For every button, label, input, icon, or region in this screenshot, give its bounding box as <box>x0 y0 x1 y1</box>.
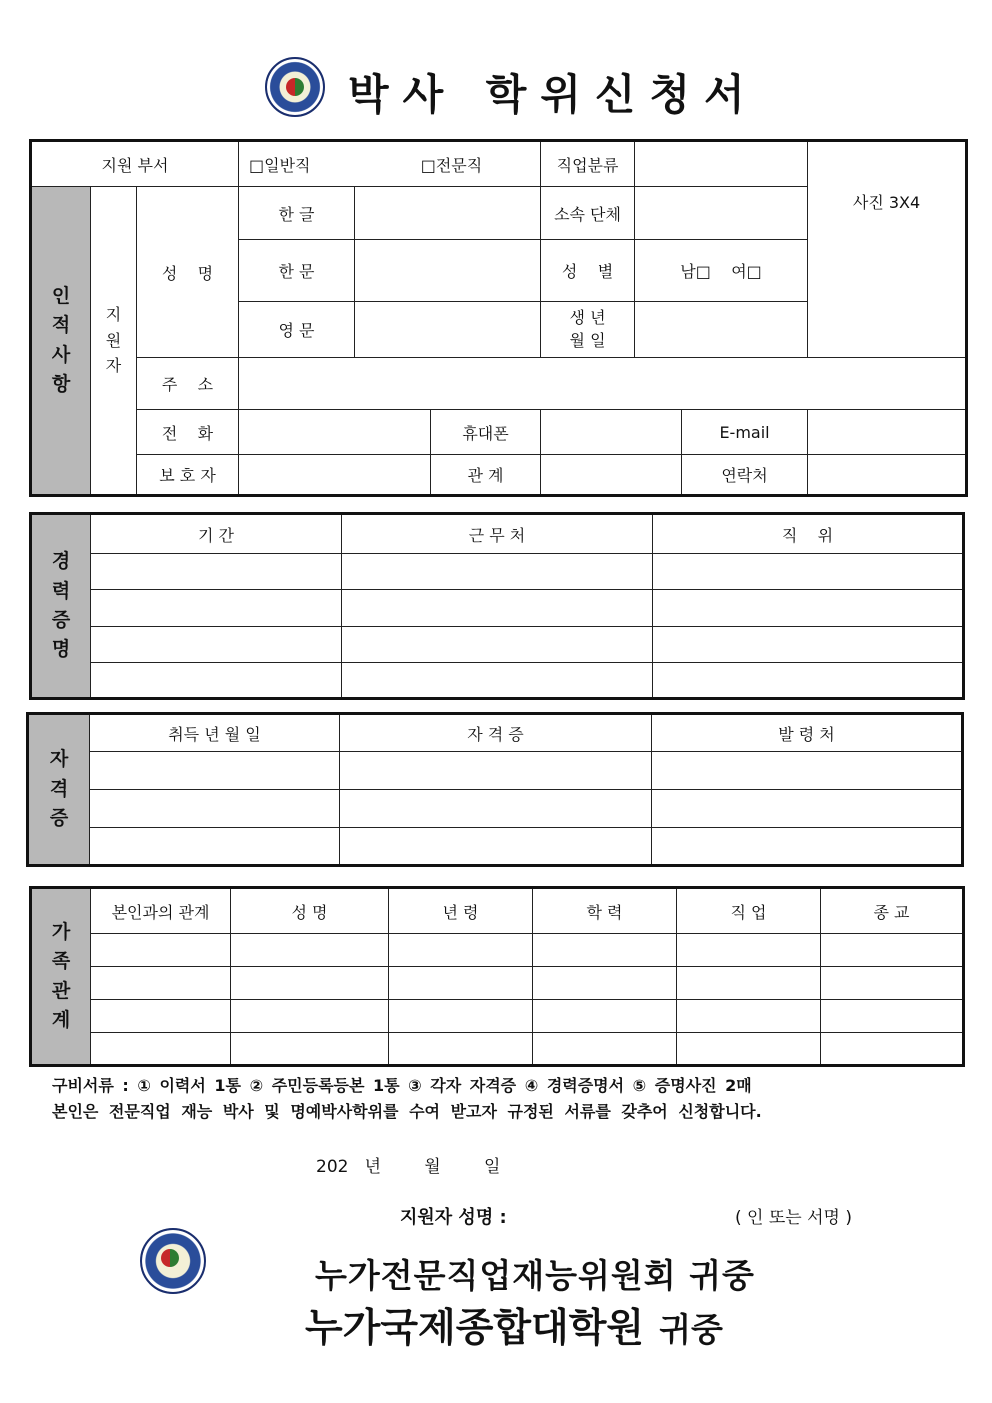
career-cell[interactable] <box>342 590 653 626</box>
table-row <box>28 752 963 790</box>
birth-field[interactable] <box>635 302 808 358</box>
hanmun-name-field[interactable] <box>355 240 541 302</box>
gender-options[interactable]: 남□ 여□ <box>635 240 808 302</box>
family-cell[interactable] <box>389 1033 533 1066</box>
section-family-label: 가 족 관 계 <box>31 888 91 1066</box>
guardian-field[interactable] <box>239 455 431 496</box>
applicant-sign-label: 지원자 성명 : <box>400 1207 507 1228</box>
family-cell[interactable] <box>389 1000 533 1033</box>
family-header-job: 직 업 <box>677 888 821 934</box>
mobile-label: 휴대폰 <box>431 410 541 455</box>
career-cell[interactable] <box>342 662 653 698</box>
phone-field[interactable] <box>239 410 431 455</box>
address-label: 주 소 <box>137 358 239 410</box>
family-cell[interactable] <box>91 967 231 1000</box>
addressee-committee: 누가전문직업재능위원회 귀중 <box>315 1256 755 1295</box>
family-cell[interactable] <box>821 1033 964 1066</box>
table-row <box>31 934 964 967</box>
job-class-label: 직업분류 <box>541 141 635 187</box>
mobile-field[interactable] <box>541 410 682 455</box>
license-cell[interactable] <box>340 790 652 828</box>
addressee-graduate-school: 누가국제종합대학원 <box>305 1305 645 1351</box>
affiliation-field[interactable] <box>635 187 808 240</box>
relation-label: 관 계 <box>431 455 541 496</box>
phone-label: 전 화 <box>137 410 239 455</box>
family-cell[interactable] <box>389 934 533 967</box>
family-header-name: 성 명 <box>231 888 389 934</box>
table-row <box>31 1000 964 1033</box>
contact-field[interactable] <box>808 455 967 496</box>
career-cell[interactable] <box>91 662 342 698</box>
university-seal-icon-bottom <box>140 1228 206 1294</box>
section-license-label: 자 격 증 <box>28 714 90 866</box>
family-cell[interactable] <box>231 1000 389 1033</box>
career-header-position: 직 위 <box>653 514 964 554</box>
family-cell[interactable] <box>677 1033 821 1066</box>
english-label: 영 문 <box>239 302 355 358</box>
english-name-field[interactable] <box>355 302 541 358</box>
photo-label: 사진 3X4 <box>852 193 921 212</box>
career-cell[interactable] <box>91 626 342 662</box>
license-cell[interactable] <box>652 828 963 866</box>
career-cell[interactable] <box>653 590 964 626</box>
family-cell[interactable] <box>533 1000 677 1033</box>
table-row <box>28 828 963 866</box>
career-cell[interactable] <box>342 626 653 662</box>
option-general-checkbox[interactable]: □일반직 <box>249 155 311 175</box>
license-header-issuer: 발 령 처 <box>652 714 963 752</box>
license-cell[interactable] <box>90 752 340 790</box>
contact-label: 연락처 <box>682 455 808 496</box>
table-row <box>28 790 963 828</box>
affiliation-label: 소속 단체 <box>541 187 635 240</box>
family-cell[interactable] <box>821 1000 964 1033</box>
family-cell[interactable] <box>821 934 964 967</box>
career-cell[interactable] <box>91 590 342 626</box>
license-cell[interactable] <box>652 790 963 828</box>
email-field[interactable] <box>808 410 967 455</box>
career-table <box>29 512 965 700</box>
seal-note: ( 인 또는 서명 ) <box>735 1208 852 1228</box>
license-cell[interactable] <box>90 790 340 828</box>
university-seal-icon <box>265 57 325 117</box>
table-row <box>31 662 964 698</box>
license-cell[interactable] <box>340 752 652 790</box>
applicant-label: 지 원 자 <box>91 187 137 496</box>
family-header-age: 년 령 <box>389 888 533 934</box>
family-table <box>29 886 965 1067</box>
table-row <box>31 626 964 662</box>
name-label: 성 명 <box>137 187 239 358</box>
family-cell[interactable] <box>231 1033 389 1066</box>
table-row <box>31 590 964 626</box>
family-cell[interactable] <box>677 934 821 967</box>
family-cell[interactable] <box>821 967 964 1000</box>
hangul-name-field[interactable] <box>355 187 541 240</box>
family-cell[interactable] <box>533 934 677 967</box>
department-label: 지원 부서 <box>31 141 239 187</box>
family-header-education: 학 력 <box>533 888 677 934</box>
table-row <box>31 554 964 590</box>
relation-field[interactable] <box>541 455 682 496</box>
table-row <box>31 967 964 1000</box>
career-header-workplace: 근 무 처 <box>342 514 653 554</box>
section-career-label: 경 력 증 명 <box>31 514 91 699</box>
license-cell[interactable] <box>340 828 652 866</box>
family-cell[interactable] <box>91 1033 231 1066</box>
family-cell[interactable] <box>677 967 821 1000</box>
gender-label: 성 별 <box>541 240 635 302</box>
birth-label: 생 년 월 일 <box>541 302 635 358</box>
application-date[interactable]: 202 년 월 일 <box>316 1157 501 1177</box>
guardian-label: 보 호 자 <box>137 455 239 496</box>
career-cell[interactable] <box>91 554 342 590</box>
family-cell[interactable] <box>231 967 389 1000</box>
page-title: 박사 학위신청서 <box>348 70 759 119</box>
required-documents: 구비서류 : ① 이력서 1통 ② 주민등록등본 1통 ③ 각자 자격증 ④ 경력증명서 ⑤ 증명사진 2매 <box>52 1076 752 1095</box>
family-cell[interactable] <box>533 1033 677 1066</box>
application-statement: 본인은 전문직업 재능 박사 및 명예박사학위를 수여 받고자 규정된 서류를 갖추어 신청합니다. <box>52 1102 762 1121</box>
table-row <box>31 1033 964 1066</box>
career-cell[interactable] <box>342 554 653 590</box>
license-header-date: 취득 년 월 일 <box>90 714 340 752</box>
career-cell[interactable] <box>653 554 964 590</box>
license-table <box>26 712 964 867</box>
job-class-field[interactable] <box>635 141 808 187</box>
family-header-relation: 본인과의 관계 <box>91 888 231 934</box>
photo-box[interactable] <box>808 141 967 358</box>
license-header-name: 자 격 증 <box>340 714 652 752</box>
email-label: E-mail <box>682 410 808 455</box>
family-cell[interactable] <box>677 1000 821 1033</box>
license-cell[interactable] <box>652 752 963 790</box>
address-field[interactable] <box>239 358 967 410</box>
personal-info-table <box>29 139 968 497</box>
family-cell[interactable] <box>231 934 389 967</box>
family-cell[interactable] <box>91 934 231 967</box>
family-header-religion: 종 교 <box>821 888 964 934</box>
family-cell[interactable] <box>91 1000 231 1033</box>
family-cell[interactable] <box>389 967 533 1000</box>
family-cell[interactable] <box>533 967 677 1000</box>
career-header-period: 기 간 <box>91 514 342 554</box>
hanmun-label: 한 문 <box>239 240 355 302</box>
license-cell[interactable] <box>90 828 340 866</box>
section-personal-label: 인 적 사 항 <box>31 187 91 496</box>
hangul-label: 한 글 <box>239 187 355 240</box>
option-professional-checkbox[interactable]: □전문직 <box>420 155 483 175</box>
addressee-suffix: 귀중 <box>659 1310 723 1349</box>
career-cell[interactable] <box>653 626 964 662</box>
career-cell[interactable] <box>653 662 964 698</box>
